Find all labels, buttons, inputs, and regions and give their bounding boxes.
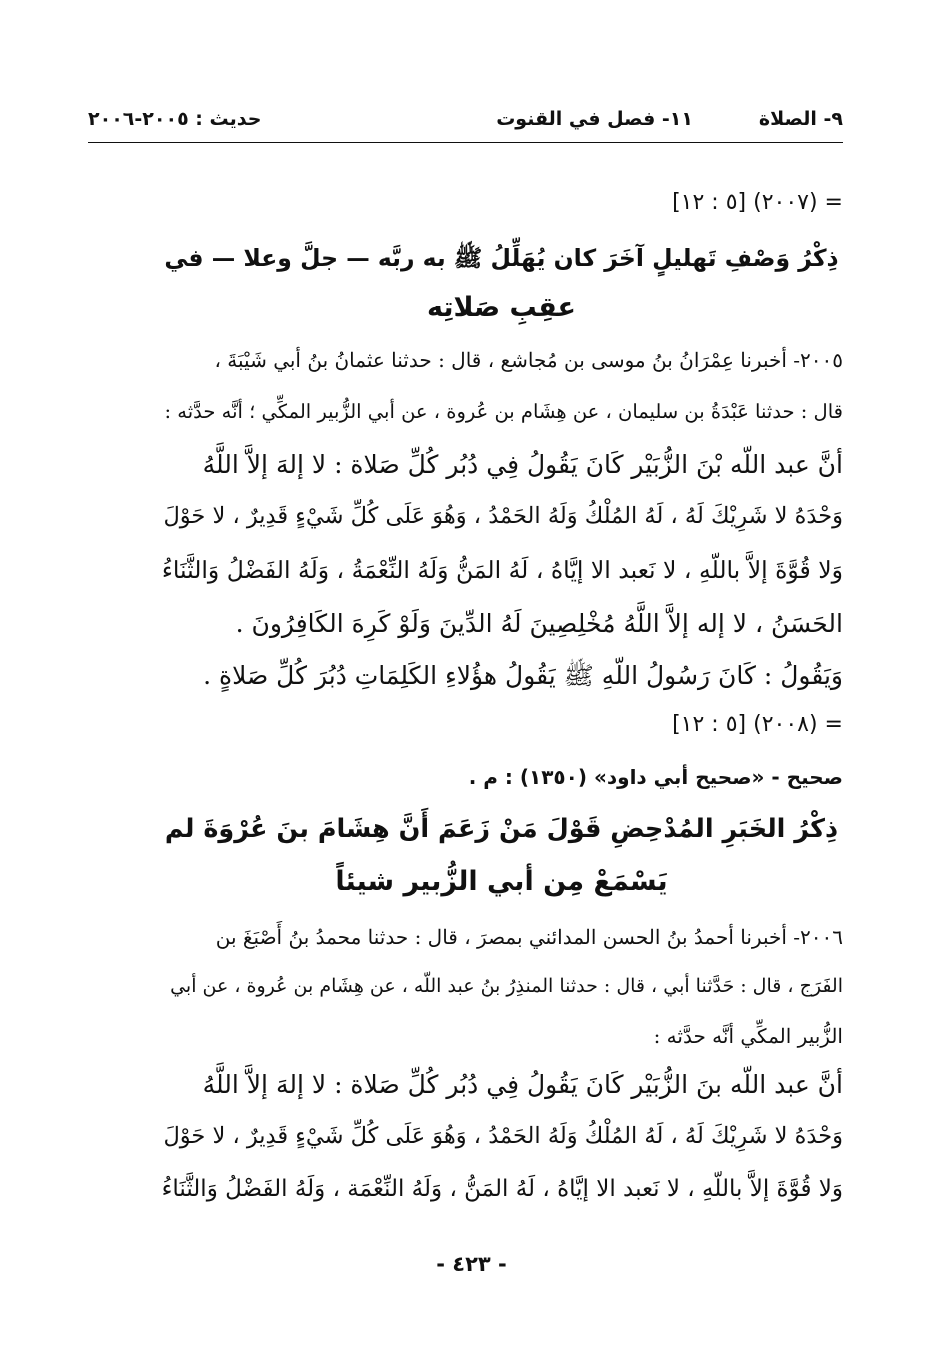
chapter-heading-2-line-1: ذِكْرُ الخَبَرِ المُدْحِضِ قَوْلَ مَنْ زَعَمَ أَنَّ هِشَامَ بنَ عُرْوَةَ لم [164,814,839,844]
cross-reference-2008: = (٢٠٠٨) [٥ : ١٢] [672,712,843,737]
hadith-2005-isnad-line-1: ٢٠٠٥- أخبرنا عِمْرَانُ بنُ موسى بن مُجاشع ، قال : حدثنا عثمانُ بنُ أبي شَيْبَةَ ، [214,348,843,372]
hadith-2006-matn-line-2: وَحْدَهُ لا شَرِيْكَ لَهُ ، لَهُ المُلْكُ وَلَهُ الحَمْدُ ، وَهُوَ عَلَى كُلِّ شَيْءٍ قَدِيرٌ ، لا حَوْلَ [163,1123,843,1149]
hadith-2005-matn-line-2: وَحْدَهُ لا شَرِيْكَ لَهُ ، لَهُ المُلْكُ وَلَهُ الحَمْدُ ، وَهُوَ عَلَى كُلِّ شَيْءٍ قَدِيرٌ ، لا حَوْلَ [163,503,843,529]
hadith-2006-isnad-line-1: ٢٠٠٦- أخبرنا أحمدُ بنُ الحسن المدائني بمصرَ ، قال : حدثنا محمدُ بنُ أَصْبَغَ بن [215,925,843,949]
chapter-heading-1-line-2: عقِبِ صَلاتِه [427,292,576,323]
page-body [160,0,843,1366]
hadith-2006-isnad-line-2: الفَرَج ، قال : حَدَّثنا أبي ، قال : حدثنا المنذِرُ بنُ عبد اللّه ، عن هِشَام بن عُروة ، عن أبي [170,975,843,997]
chapter-heading-2-line-2: يَسْمَعْ مِن أبي الزُّبير شيئاً [335,866,668,897]
grading-note: صحيح - «صحيح أبي داود» (١٣٥٠) : م . [468,765,843,789]
cross-reference-2007: = (٢٠٠٧) [٥ : ١٢] [672,190,843,215]
hadith-2005-matn-line-5: وَيَقُولُ : كَانَ رَسُولُ اللّهِ ﷺ يَقُولُ هؤُلاءِ الكَلِمَاتِ دُبُرَ كُلِّ صَلاةٍ . [203,661,843,690]
hadith-2006-matn-line-3: وَلا قُوَّةَ إلاَّ باللّهِ ، لا نَعبد الا إيَّاهُ ، لَهُ المَنُّ ، وَلَهُ النِّعْمَة ، وَلَهُ الفَضْلُ وَالثَّنَاءُ [161,1176,843,1202]
hadith-2005-matn-line-3: وَلا قُوَّةَ إلاَّ باللّهِ ، لا نَعبد الا إيَّاهُ ، لَهُ المَنُّ وَلَهُ النِّعْمَةُ ، وَلَهُ الفَضْلُ وَالثَّنَاءُ [161,556,843,584]
chapter-heading-1-line-1: ذِكْرُ وَصْفِ تَهليلٍ آخَرَ كان يُهَلِّلُ ﷺ به ربَّه — جلَّ وعلا — في [164,244,839,272]
hadith-2005-isnad-line-2: قال : حدثنا عَبْدَةُ بن سليمان ، عن هِشَام بن عُروة ، عن أبي الزُّبير المكِّي ؛ أنَّه حدَّثه : [164,400,843,423]
hadith-2006-isnad-line-3: الزُّبير المكِّي أنَّه حدَّثه : [653,1024,843,1048]
hadith-2006-matn-line-1: أنَّ عبد اللّه بنَ الزُّبَيْر كَانَ يَقُولُ فِي دُبُر كُلِّ صَلاة : لا إلهَ إلاَّ اللَّهُ [202,1070,843,1099]
header-section: ١١- فصل في القنوت [496,108,693,130]
header-chapter: ٩- الصلاة [758,108,843,130]
hadith-2005-matn-line-1: أنَّ عبد اللّه بْنَ الزُّبَيْر كَانَ يَقُولُ فِي دُبُر كُلِّ صَلاة : لا إلهَ إلاَّ اللَّهُ [202,450,843,479]
hadith-2005-matn-line-4: الحَسَنُ ، لا إله إلاَّ اللَّهُ مُخْلِصِينَ لَهُ الدِّينَ وَلَوْ كَرِهَ الكَافِرُونَ . [235,609,843,638]
page-number: - ٤٢٣ - [436,1252,507,1276]
header-hadith-range: حديث : ٢٠٠٥-٢٠٠٦ [88,108,262,130]
